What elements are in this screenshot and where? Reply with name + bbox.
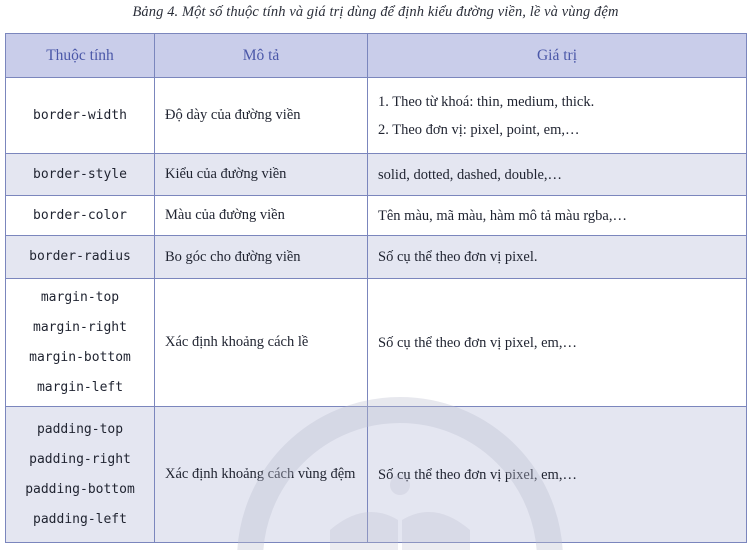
property-name: margin-bottom	[29, 349, 131, 365]
property-cell	[6, 279, 155, 407]
description-cell: Xác định khoảng cách lề	[155, 279, 368, 407]
property-name: padding-left	[33, 511, 127, 527]
description-cell: Màu của đường viền	[155, 196, 368, 236]
value-cell	[368, 154, 747, 196]
table-row	[6, 236, 747, 279]
value-cell	[368, 279, 747, 407]
property-name: margin-right	[33, 319, 127, 335]
value-line: Số cụ thể theo đơn vị pixel, em,…	[378, 334, 577, 351]
property-cell	[6, 154, 155, 196]
table-row	[6, 78, 747, 154]
value-cell	[368, 78, 747, 154]
table-header-row	[6, 34, 747, 78]
property-name: border-width	[33, 107, 127, 123]
description-cell: Kiểu của đường viền	[155, 154, 368, 196]
table-row	[6, 407, 747, 543]
table-caption: Bảng 4. Một số thuộc tính và giá trị dùng để định kiểu đường viền, lề và vùng đệm	[132, 4, 619, 20]
table-row	[6, 279, 747, 407]
value-line: Tên màu, mã màu, hàm mô tả màu rgba,…	[378, 207, 627, 224]
value-cell	[368, 236, 747, 279]
property-name: border-style	[33, 166, 127, 182]
property-name: padding-bottom	[25, 481, 135, 497]
header-value: Giá trị	[368, 34, 747, 78]
property-cell	[6, 78, 155, 154]
value-cell	[368, 407, 747, 543]
header-property: Thuộc tính	[6, 34, 155, 78]
description-cell: Xác định khoảng cách vùng đệm	[155, 407, 368, 543]
property-name: border-radius	[29, 249, 131, 264]
value-line: Số cụ thể theo đơn vị pixel, em,…	[378, 466, 577, 483]
value-line: Số cụ thể theo đơn vị pixel.	[378, 249, 538, 265]
table-row	[6, 196, 747, 236]
table-row	[6, 154, 747, 196]
value-line: 2. Theo đơn vị: pixel, point, em,…	[378, 121, 580, 138]
description-cell: Bo góc cho đường viền	[155, 236, 368, 279]
property-name: margin-top	[40, 289, 120, 305]
value-cell	[368, 196, 747, 236]
description-cell: Độ dày của đường viền	[155, 78, 368, 154]
value-line: 1. Theo từ khoá: thin, medium, thick.	[378, 93, 595, 110]
value-line: solid, dotted, dashed, double,…	[378, 166, 563, 183]
property-name: border-color	[33, 207, 127, 223]
header-description: Mô tả	[155, 34, 368, 78]
property-name: margin-left	[36, 379, 124, 395]
property-name: padding-right	[29, 451, 131, 467]
properties-table	[5, 33, 747, 543]
property-cell	[6, 236, 155, 279]
property-cell	[6, 196, 155, 236]
property-name: padding-top	[36, 421, 124, 437]
property-cell	[6, 407, 155, 543]
